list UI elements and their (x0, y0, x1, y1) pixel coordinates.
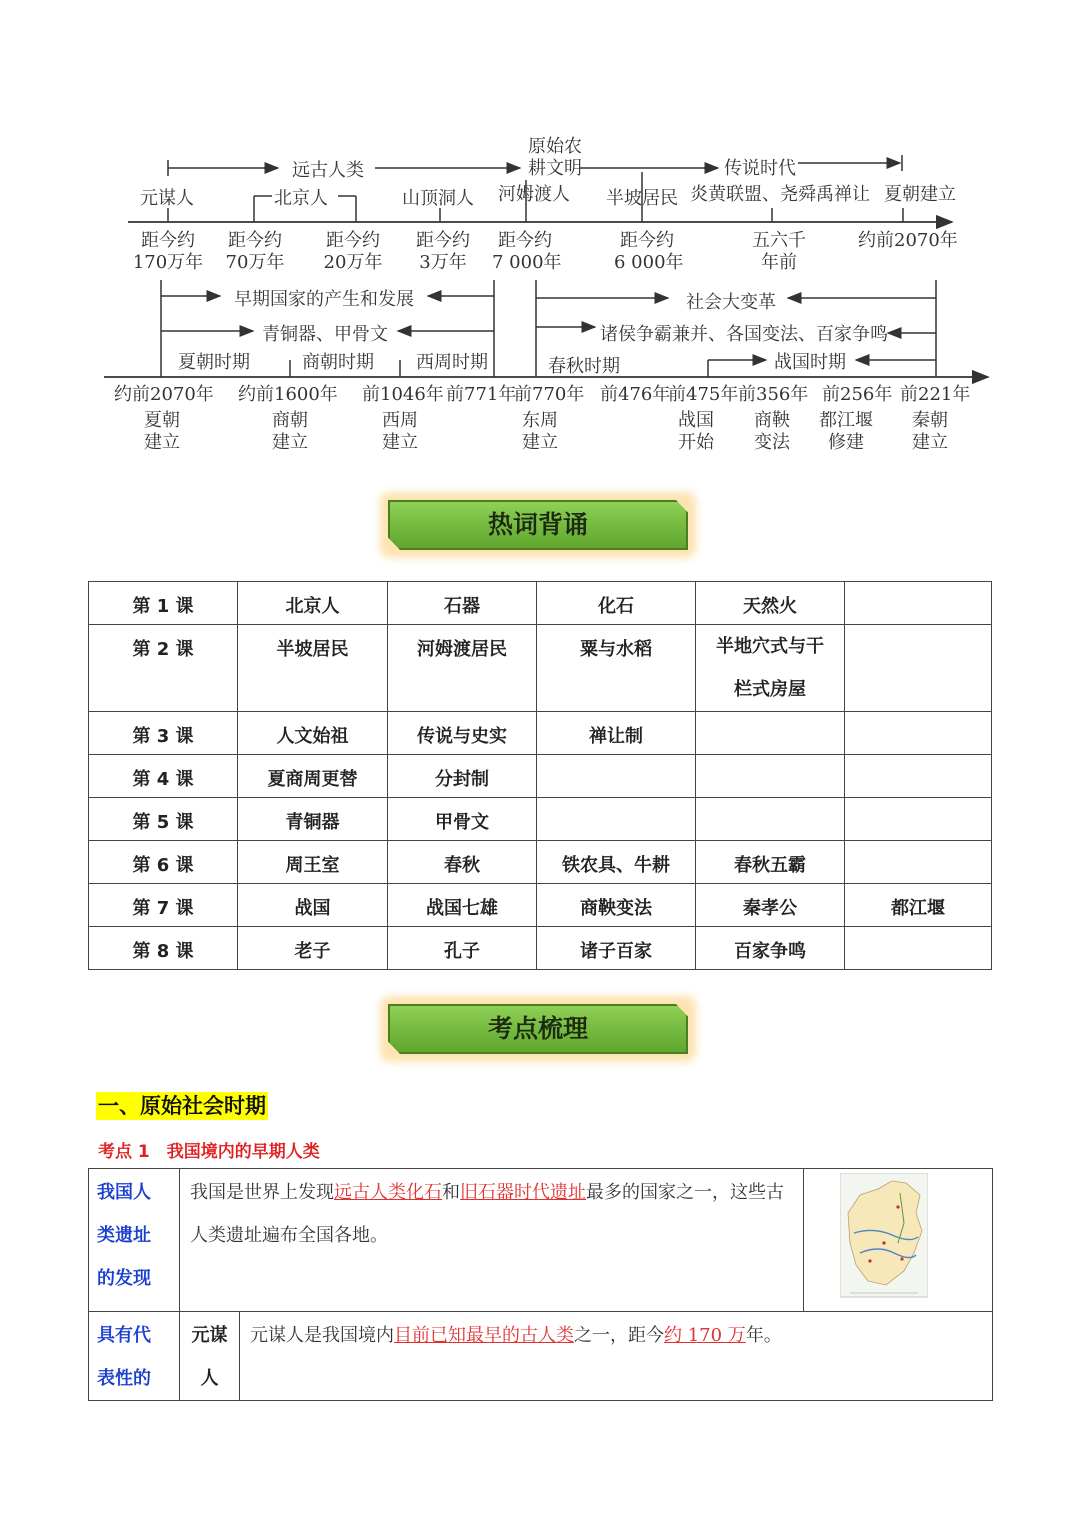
kt-row1-body: 我国是世界上发现远古人类化石和旧石器时代遗址最多的国家之一，这些古人类遗址遍布全国各地。 (180, 1169, 804, 1312)
period-yuangu: 远古人类 (292, 160, 364, 181)
site-label: 夏朝建立 (884, 184, 956, 205)
year-label: 前770年 (514, 384, 585, 405)
section-heading (96, 1090, 268, 1120)
arrow-label: 社会大变革 (686, 292, 776, 313)
term-cell: 老子 (238, 927, 388, 970)
table-row (89, 582, 992, 625)
term-cell: 粟与水稻 (537, 625, 696, 712)
date-label: 距今约 7 000年 (492, 230, 562, 273)
year-label: 前771年 (446, 384, 517, 405)
kt-row2-head: 具有代 表性的 (89, 1312, 180, 1401)
term-cell (845, 625, 992, 712)
period-label: 春秋时期 (548, 356, 620, 377)
term-cell (696, 755, 845, 798)
table-row (89, 798, 992, 841)
period-label: 商朝时期 (302, 352, 374, 373)
term-cell: 半地穴式与干栏式房屋 (696, 625, 845, 712)
event-label: 都江堰 修建 (819, 410, 873, 453)
keyword: 远古人类化石 (334, 1182, 442, 1203)
term-cell: 秦孝公 (696, 884, 845, 927)
term-cell (845, 755, 992, 798)
year-label: 前256年 (822, 384, 893, 405)
term-cell: 北京人 (238, 582, 388, 625)
term-cell: 春秋五霸 (696, 841, 845, 884)
lesson-cell: 第 6 课 (89, 841, 238, 884)
event-label: 商鞅 变法 (754, 410, 790, 453)
year-label: 前221年 (900, 384, 971, 405)
term-cell: 甲骨文 (388, 798, 537, 841)
term-cell: 半坡居民 (238, 625, 388, 712)
kaodian-table (88, 1168, 993, 1401)
term-cell (696, 712, 845, 755)
lesson-cell: 第 1 课 (89, 582, 238, 625)
arrow-label: 诸侯争霸兼并、各国变法、百家争鸣 (600, 324, 888, 345)
term-cell: 禅让制 (537, 712, 696, 755)
date-label: 距今约 20万年 (323, 230, 383, 273)
term-cell (845, 798, 992, 841)
term-cell: 夏商周更替 (238, 755, 388, 798)
section-banner-kaodian (388, 1004, 688, 1054)
lesson-cell: 第 3 课 (89, 712, 238, 755)
keyword: 约 170 万 (664, 1325, 746, 1346)
date-label: 距今约 70万年 (225, 230, 285, 273)
period-chuanshuo: 传说时代 (724, 158, 796, 179)
period-yuanshi-l1: 原始农 (528, 136, 582, 157)
table-row (89, 625, 992, 712)
site-label: 炎黄联盟、尧舜禹禅让 (690, 184, 870, 205)
section-banner-hotwords (388, 500, 688, 550)
banner-title: 考点梳理 (487, 1014, 588, 1043)
year-label: 前1046年 (362, 384, 444, 405)
period-yuanshi (524, 136, 586, 180)
site-label: 北京人 (274, 188, 328, 209)
site-label: 山顶洞人 (402, 188, 474, 209)
kt-row2-sub: 元谋 人 (180, 1312, 240, 1401)
period-yuanshi-l2: 耕文明 (528, 158, 582, 179)
site-label: 半坡居民 (606, 188, 678, 209)
lesson-cell: 第 4 课 (89, 755, 238, 798)
kaodian-title: 考点 1 我国境内的早期人类 (98, 1142, 320, 1162)
date-label: 距今约 3万年 (416, 230, 470, 273)
date-label: 约前2070年 (858, 230, 958, 251)
hotwords-table (88, 581, 992, 970)
date-label: 距今约 6 000年 (614, 230, 684, 273)
lesson-cell: 第 2 课 (89, 625, 238, 712)
banner-title: 热词背诵 (487, 510, 588, 539)
lesson-cell: 第 8 课 (89, 927, 238, 970)
period-label: 战国时期 (774, 352, 846, 373)
arrow-label: 早期国家的产生和发展 (234, 289, 414, 310)
term-cell (696, 798, 845, 841)
term-cell: 孔子 (388, 927, 537, 970)
event-label: 商朝 建立 (272, 410, 308, 453)
term-cell (845, 582, 992, 625)
term-cell: 商鞅变法 (537, 884, 696, 927)
period-label: 西周时期 (416, 352, 488, 373)
date-label: 距今约 170万年 (132, 230, 204, 273)
year-label: 前475年 (668, 384, 739, 405)
event-label: 秦朝 建立 (912, 410, 948, 453)
keyword: 目前已知最早的古人类 (394, 1325, 574, 1346)
term-cell: 河姆渡居民 (388, 625, 537, 712)
site-label: 元谋人 (140, 188, 194, 209)
table-row (89, 884, 992, 927)
period-label: 夏朝时期 (178, 352, 250, 373)
term-cell: 天然火 (696, 582, 845, 625)
term-cell: 传说与史实 (388, 712, 537, 755)
term-cell: 都江堰 (845, 884, 992, 927)
term-cell: 诸子百家 (537, 927, 696, 970)
lesson-cell: 第 7 课 (89, 884, 238, 927)
term-cell (845, 841, 992, 884)
arrow-label: 青铜器、甲骨文 (262, 324, 388, 345)
event-label: 夏朝 建立 (144, 410, 180, 453)
term-cell: 铁农具、牛耕 (537, 841, 696, 884)
table-row (89, 841, 992, 884)
table-row (89, 927, 992, 970)
term-cell (845, 712, 992, 755)
term-cell: 化石 (537, 582, 696, 625)
kt-map-cell (804, 1169, 993, 1312)
event-label: 东周 建立 (522, 410, 558, 453)
year-label: 前356年 (738, 384, 809, 405)
event-label: 西周 建立 (382, 410, 418, 453)
term-cell (537, 755, 696, 798)
term-cell: 战国七雄 (388, 884, 537, 927)
term-cell: 分封制 (388, 755, 537, 798)
date-label: 五六千 年前 (752, 230, 806, 273)
term-cell: 春秋 (388, 841, 537, 884)
china-map-image (840, 1173, 928, 1301)
site-label: 河姆渡人 (498, 184, 570, 205)
section-title: 一、原始社会时期 (98, 1094, 266, 1118)
term-cell: 百家争鸣 (696, 927, 845, 970)
event-label: 战国 开始 (678, 410, 714, 453)
term-cell: 青铜器 (238, 798, 388, 841)
term-cell (537, 798, 696, 841)
term-cell: 周王室 (238, 841, 388, 884)
table-row (89, 712, 992, 755)
kt-row2-body: 元谋人是我国境内目前已知最早的古人类之一，距今约 170 万年。 (240, 1312, 993, 1401)
term-cell: 石器 (388, 582, 537, 625)
table-row (89, 755, 992, 798)
term-cell: 人文始祖 (238, 712, 388, 755)
year-label: 前476年 (600, 384, 671, 405)
term-cell: 战国 (238, 884, 388, 927)
kt-row1-head: 我国人 类遗址 的发现 (89, 1169, 180, 1312)
keyword: 旧石器时代遗址 (460, 1182, 586, 1203)
year-label: 约前1600年 (238, 384, 338, 405)
lesson-cell: 第 5 课 (89, 798, 238, 841)
year-label: 约前2070年 (114, 384, 214, 405)
term-cell (845, 927, 992, 970)
